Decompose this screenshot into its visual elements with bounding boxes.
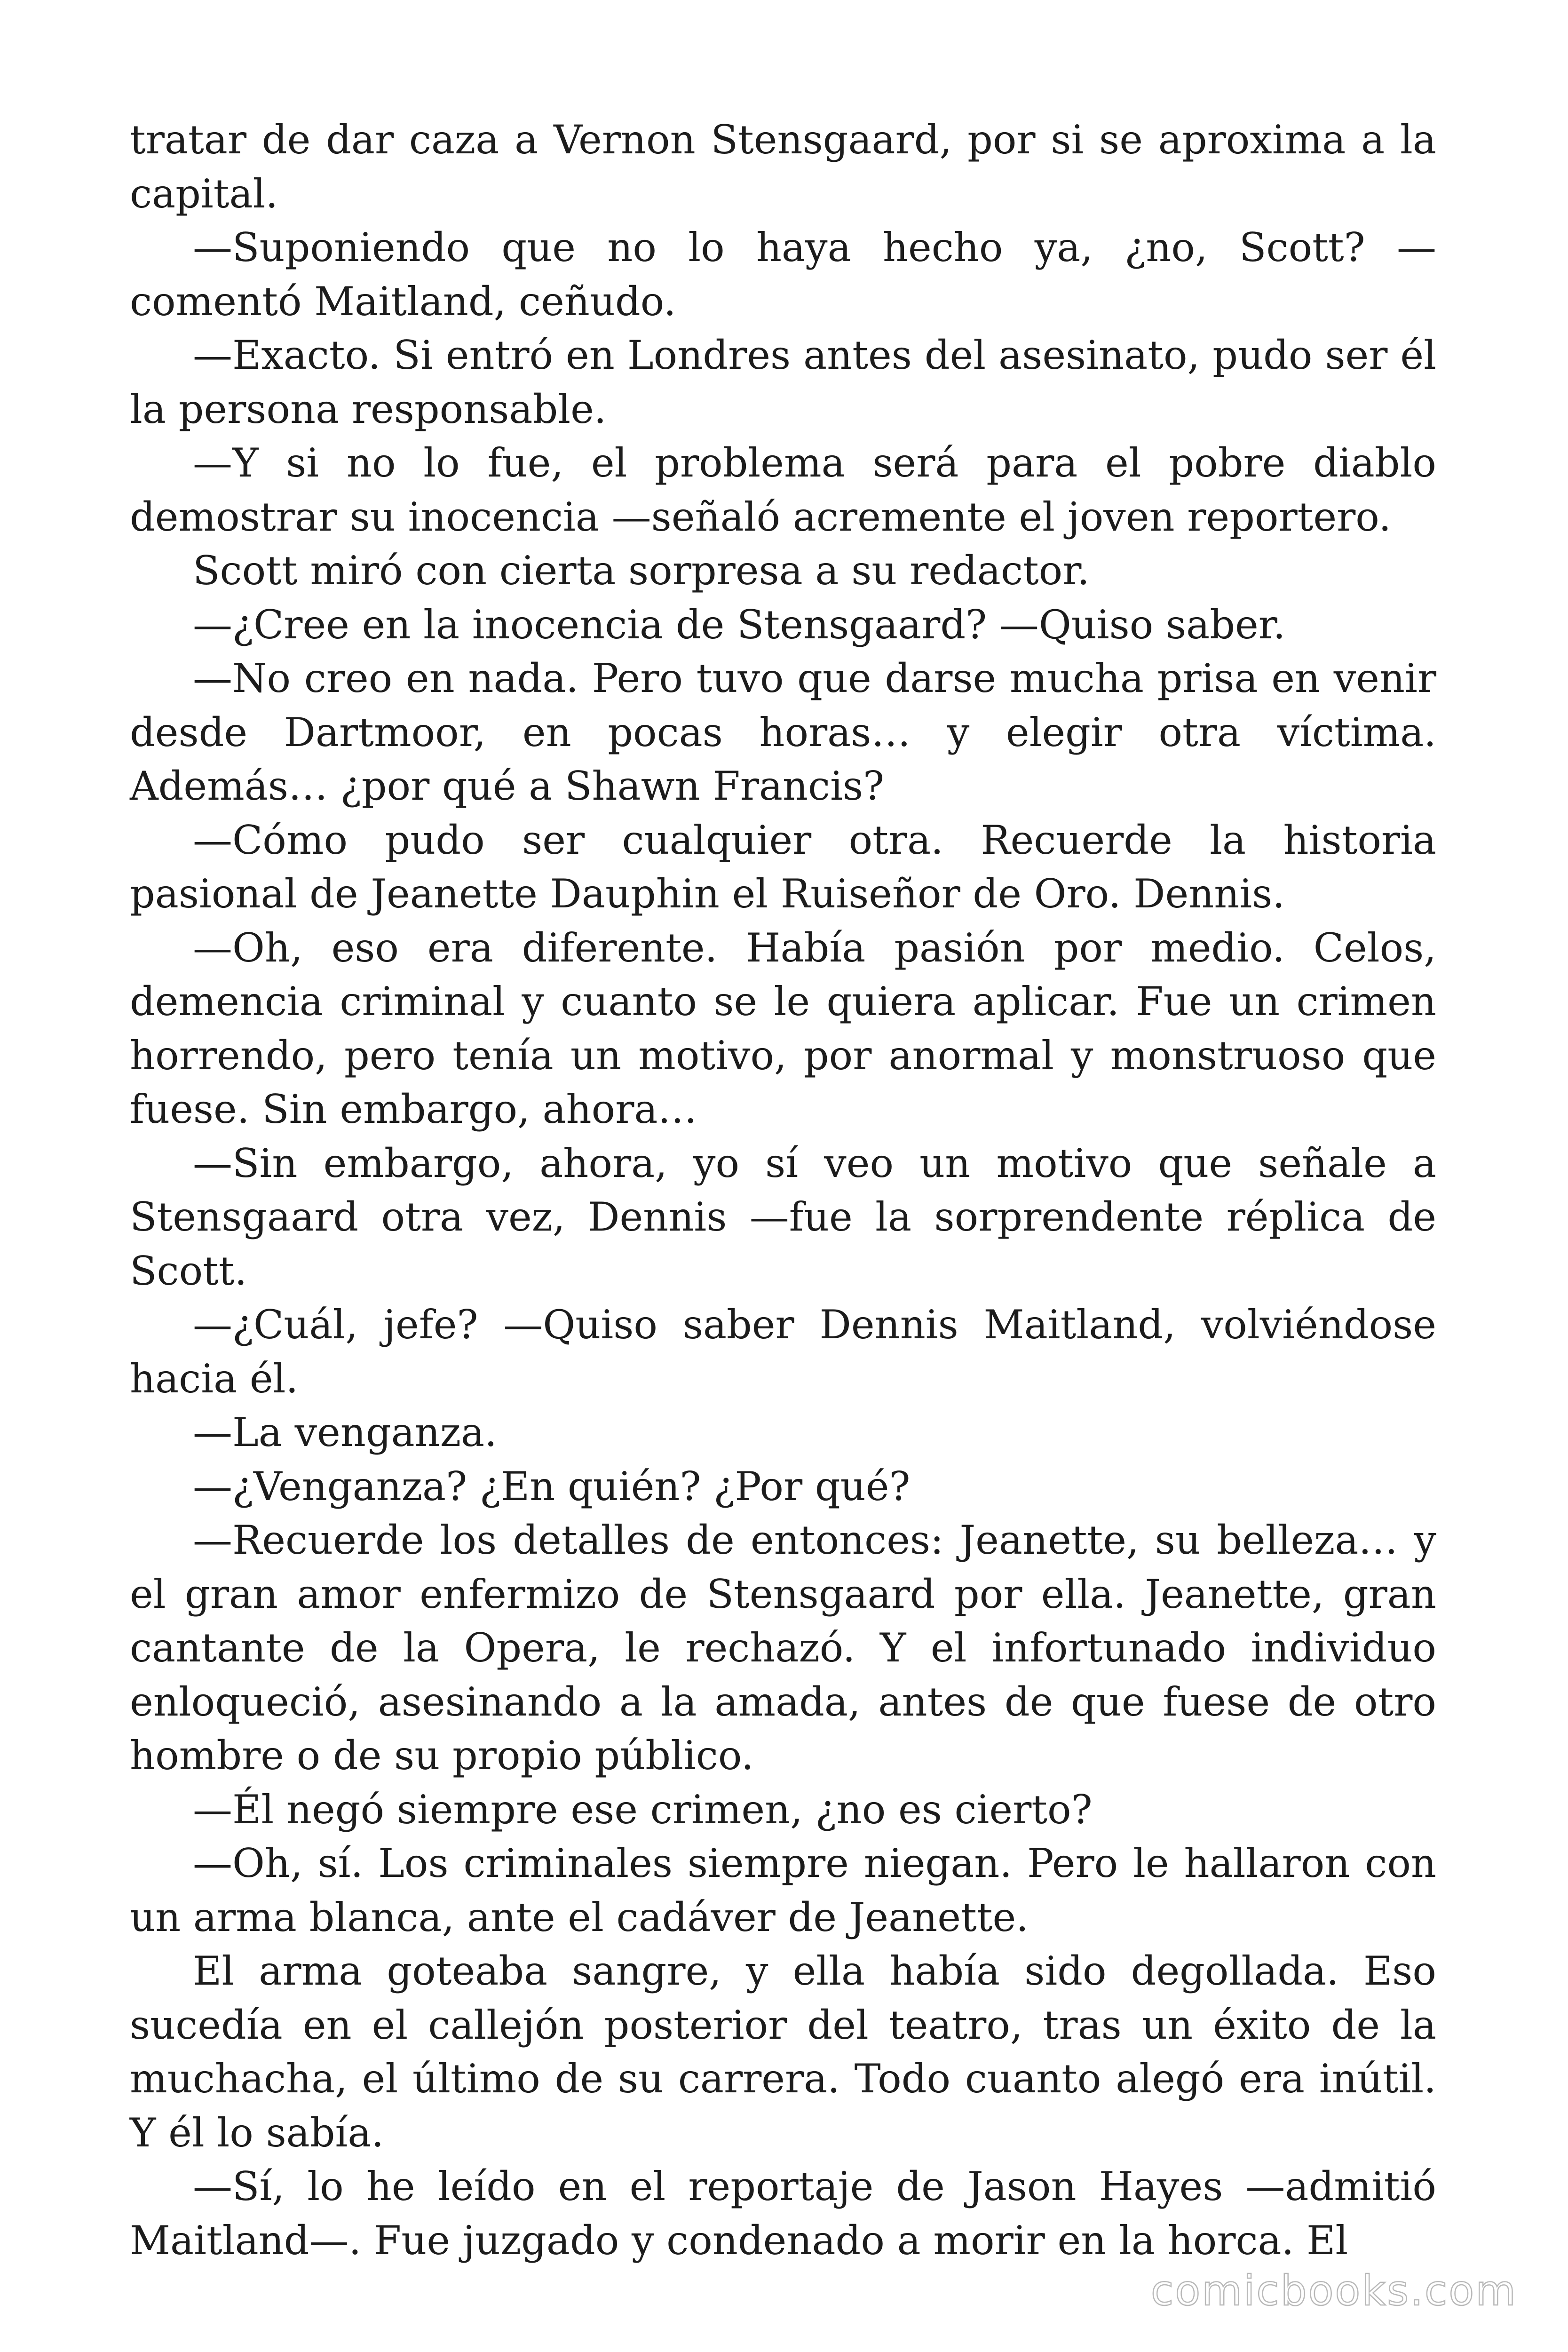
paragraph: —No creo en nada. Pero tuvo que darse mucha prisa en venir desde Dartmoor, en pocas horas… y elegir otra víctima. Además… ¿por qué a Shawn Francis? [130,655,1436,809]
paragraph: —Cómo pudo ser cualquier otra. Recuerde la historia pasional de Jeanette Dauphin el Ruiseñor de Oro. Dennis. [130,817,1436,917]
paragraph: —La venganza. [193,1409,497,1455]
paragraph: —Recuerde los detalles de entonces: Jeanette, su belleza… y el gran amor enfermizo de Stensgaard por ella. Jeanette, gran cantante de la Opera, le rechazó. Y el infortunado individuo enloqueció, asesinando a la amada, antes de que fuese de otro hombre o de su propio público. [130,1517,1436,1779]
paragraph: —¿Venganza? ¿En quién? ¿Por qué? [193,1463,911,1510]
paragraph: —Suponiendo que no lo haya hecho ya, ¿no, Scott? —comentó Maitland, ceñudo. [130,224,1436,325]
paragraph: —¿Cree en la inocencia de Stensgaard? —Quiso saber. [193,601,1286,648]
paragraph: —Y si no lo fue, el problema será para el pobre diablo demostrar su inocencia —señaló acremente el joven reportero. [130,440,1436,540]
paragraph: —Sin embargo, ahora, yo sí veo un motivo que señale a Stensgaard otra vez, Dennis —fue la sorprendente réplica de Scott. [130,1140,1436,1294]
paragraph: —Oh, sí. Los criminales siempre niegan. Pero le hallaron con un arma blanca, ante el cadáver de Jeanette. [130,1840,1436,1940]
paragraph: tratar de dar caza a Vernon Stensgaard, por si se aproxima a la capital. [130,117,1436,217]
paragraph: —Sí, lo he leído en el reportaje de Jason Hayes —admitió Maitland—. Fue juzgado y condenado a morir en la horca. El [130,2163,1436,2264]
paragraph: —¿Cuál, jefe? —Quiso saber Dennis Maitland, volviéndose hacia él. [130,1302,1436,1402]
paragraph: El arma goteaba sangre, y ella había sido degollada. Eso sucedía en el callejón posterior del teatro, tras un éxito de la muchacha, el último de su carrera. Todo cuanto alegó era inútil. Y él lo sabía. [130,1948,1436,2156]
paragraph: —Exacto. Si entró en Londres antes del asesinato, pudo ser él la persona responsable. [130,332,1436,432]
paragraph: —Oh, eso era diferente. Había pasión por medio. Celos, demencia criminal y cuanto se le quiera aplicar. Fue un crimen horrendo, pero tenía un motivo, por anormal y monstruoso que fuese. Sin embargo, ahora… [130,924,1436,1132]
watermark: comicbooks.com [1150,2266,1517,2315]
body-text [130,113,1436,2267]
paragraph: —Él negó siempre ese crimen, ¿no es cierto? [193,1786,1093,1833]
paragraph: Scott miró con cierta sorpresa a su redactor. [193,548,1090,594]
